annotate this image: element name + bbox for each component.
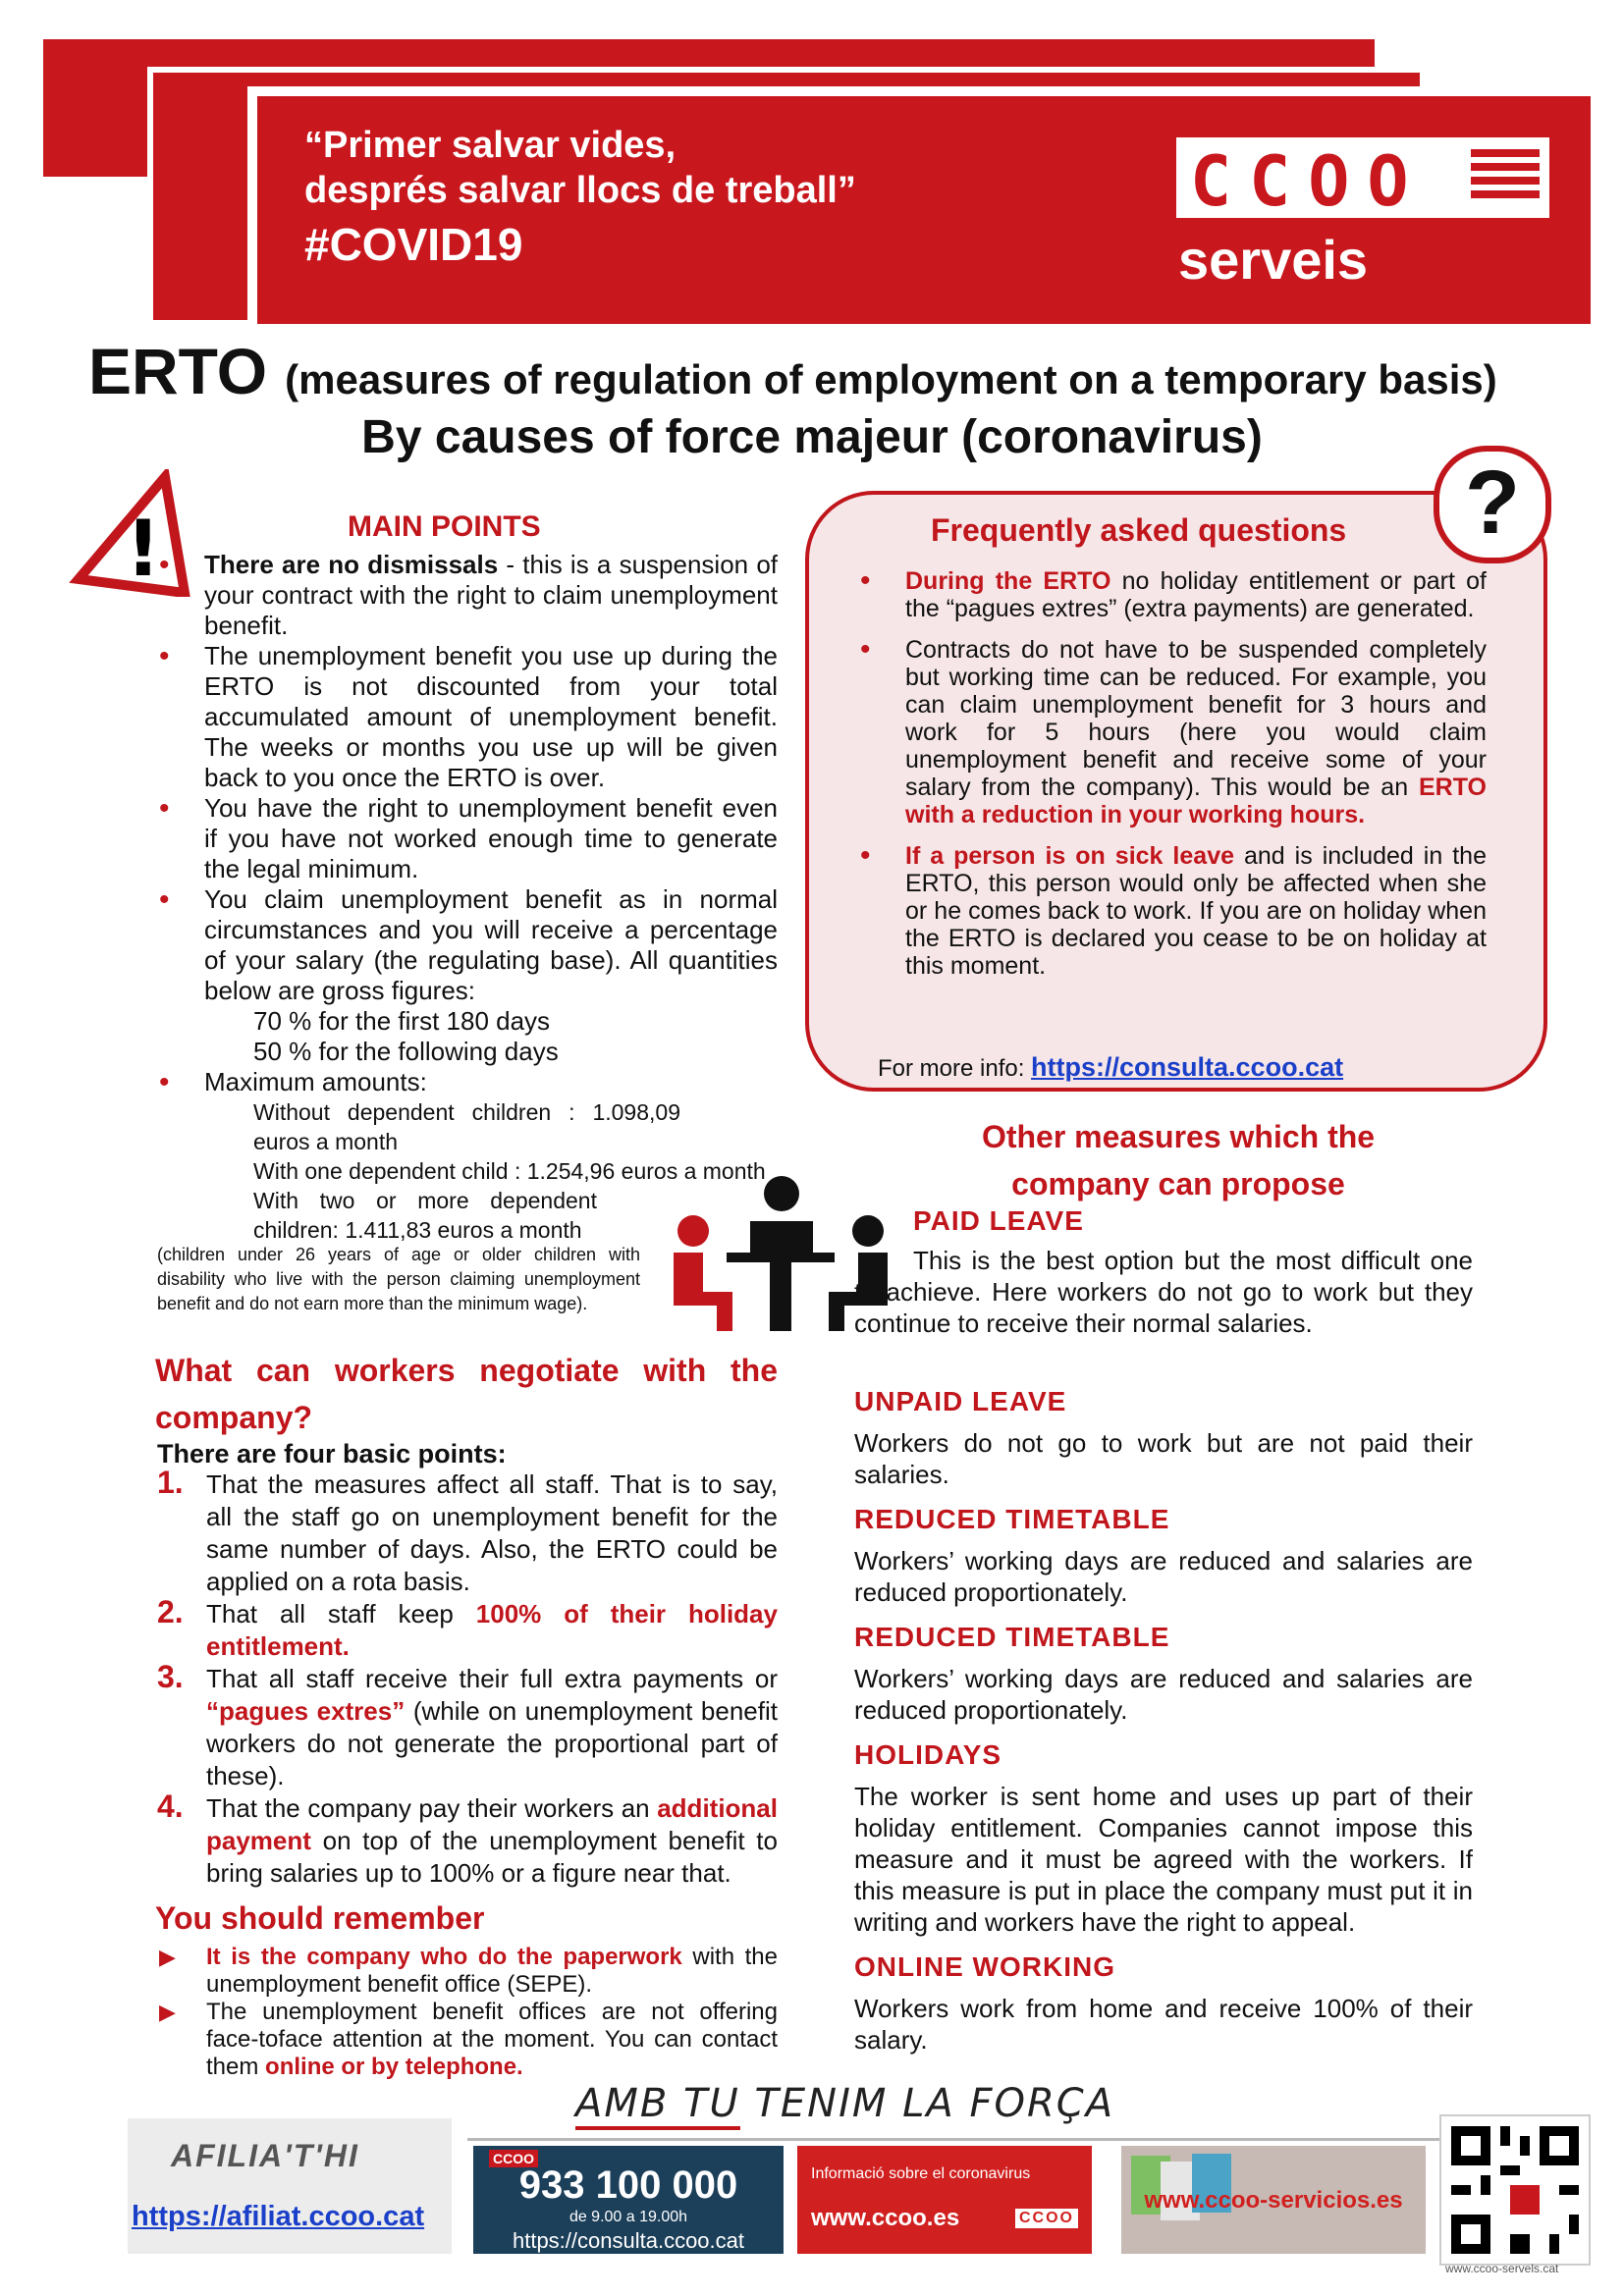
- ccoo-logo-text: CCOO: [1190, 141, 1427, 222]
- faq-more-info: For more info: https://consulta.ccoo.cat: [878, 1052, 1344, 1082]
- afilia-link[interactable]: https://afiliat.ccoo.cat: [132, 2201, 425, 2232]
- list-item: • The unemployment benefit you use up during the ERTO is not discounted from your total accumulated amount of unemployment benefit. The weeks or months you use up will be given back to you once the ERTO is over.: [159, 640, 778, 792]
- list-item: 4. That the company pay their workers an additional payment on top of the unemployment benefit to bring salaries up to 100% or a figure near that.: [157, 1789, 778, 1888]
- list-item: 3. That all staff receive their full extra payments or “pagues extres” (while on unemployment benefit workers do not generate the proportional part of these).: [157, 1659, 778, 1790]
- children-note: (children under 26 years of age or older children with disability who live with the person claiming unemployment benefit and do not earn more than the minimum wage).: [157, 1245, 640, 1313]
- question-mark-icon: ?: [1464, 453, 1521, 553]
- banner-servicios[interactable]: www.ccoo-servicios.es: [1121, 2146, 1426, 2254]
- page-title: ERTO (measures of regulation of employment on a temporary basis): [88, 335, 1497, 407]
- list-item: • Contracts do not have to be suspended completely but working time can be reduced. For example, you can claim unemployment benefit for 3 hours and work for 5 hours (here you would claim unemployment benefit and receive some of your salary from the company). This would be an ERTO with a reduction in your working hours.: [860, 633, 1487, 828]
- remember-heading: You should remember: [155, 1900, 485, 1936]
- online-working-heading: ONLINE WORKING: [854, 1951, 1115, 1982]
- list-item: ▶ The unemployment benefit offices are not offering face-toface attention at the moment. You can contact them online or by telephone.: [159, 1999, 778, 2080]
- paid-leave-text: This is the best option but the most difficult one to achieve. Here workers do not go to work but they continue to receive their normal salaries.: [854, 1246, 1473, 1338]
- negotiate-points: [157, 1465, 778, 1890]
- list-item: • There are no dismissals - this is a suspension of your contract with the right to claim unemployment benefit.: [159, 549, 779, 640]
- qr-code[interactable]: [1439, 2114, 1591, 2266]
- paid-leave-heading: PAID LEAVE: [913, 1205, 1084, 1236]
- list-item: • You have the right to unemployment benefit even if you have not worked enough time to generate the legal minimum.: [159, 792, 778, 883]
- afilia-box: [128, 2118, 452, 2254]
- main-points: • There are no dismissals - this is a suspension of your contract with the right to claim unemployment benefit. • The unemployment benefit you use up during the ERTO is not discounted from your total accumulated amount of unemployment benefit. The weeks or months you use up will be given back to you once the ERTO is over. • You have the right to unemployment benefit even if you have not worked enough time to generate the legal minimum. • You claim unemployment benefit as in normal circumstances and you will receive a percentage of your salary (the regulating base). All quantities below are gross figures: 70 % for the first 180 days 50 % for the following days • Maximum amounts: Without dependent children : 1.098,09 euros a month With one dependent child : 1.254,96 euros a month With two or more dependent children: 1.411,83 euros a month: [159, 549, 779, 1243]
- banner-phone[interactable]: CCOO 933 100 000 de 9.00 a 19.00h https://consulta.ccoo.cat: [473, 2146, 784, 2254]
- logo-serveis: serveis: [1178, 229, 1369, 291]
- list-item: • During the ERTO no holiday entitlement or part of the “pagues extres” (extra payments) are generated.: [860, 564, 1487, 622]
- list-item: ▶ It is the company who do the paperwork with the unemployment benefit office (SEPE).: [159, 1944, 778, 1998]
- main-points-heading: MAIN POINTS: [348, 510, 541, 543]
- list-item: • Maximum amounts:: [159, 1066, 427, 1098]
- header-quote: “Primer salvar vides, després salvar llocs de treball”: [304, 125, 856, 211]
- page-subtitle: By causes of force majeur (coronavirus): [361, 411, 1263, 463]
- afilia-text: AFILIA'T'HI: [171, 2138, 359, 2173]
- other-measures-heading: Other measures which the company can propose: [981, 1119, 1376, 1201]
- holidays-heading: HOLIDAYS: [854, 1739, 1002, 1770]
- qr-code-icon: [1441, 2116, 1589, 2264]
- footer-divider: [467, 2138, 1449, 2141]
- online-working-text: Workers work from home and receive 100% of their salary.: [854, 1994, 1473, 2055]
- remember-list: [157, 1944, 778, 2081]
- unpaid-leave-heading: UNPAID LEAVE: [854, 1386, 1067, 1416]
- list-item: • You claim unemployment benefit as in normal circumstances and you will receive a percentage of your salary (the regulating base). All quantities below are gross figures:: [159, 883, 778, 1005]
- banner-coronavirus[interactable]: Informació sobre el coronavirus www.ccoo.es CCOO: [797, 2146, 1092, 2254]
- reduced-timetable-heading-2: REDUCED TIMETABLE: [854, 1622, 1170, 1652]
- faq-heading: Frequently asked questions: [931, 512, 1347, 548]
- reduced-timetable-heading-1: REDUCED TIMETABLE: [854, 1504, 1170, 1534]
- list-item: 1. That the measures affect all staff. That is to say, all the staff go on unemployment benefit for the same number of days. Also, the ERTO could be applied on a rota basis.: [157, 1465, 778, 1596]
- list-item: • If a person is on sick leave and is included in the ERTO, this person would only be affected when she or he comes back to work. If you are on holiday when the ERTO is declared you cease to be on holiday at this moment.: [860, 839, 1487, 980]
- question-badge: [1434, 446, 1551, 563]
- list-item: 2. That all staff keep 100% of their holiday entitlement.: [157, 1594, 778, 1661]
- faq-list: [858, 564, 1487, 980]
- header-hashtag: #COVID19: [304, 219, 523, 270]
- reduced-timetable-text-1: Workers’ working days are reduced and salaries are reduced proportionately.: [854, 1546, 1473, 1607]
- consulta-link[interactable]: https://consulta.ccoo.cat: [1031, 1052, 1344, 1082]
- reduced-timetable-text-2: Workers’ working days are reduced and salaries are reduced proportionately.: [854, 1664, 1473, 1725]
- unpaid-leave-text: Workers do not go to work but are not paid their salaries.: [854, 1428, 1473, 1489]
- negotiate-heading: What can workers negotiate with the company?: [155, 1353, 778, 1435]
- ccoo-stripes-icon: [1467, 143, 1543, 212]
- negotiate-intro: There are four basic points:: [157, 1439, 507, 1468]
- slogan: AMB TU TENIM LA FORÇA: [575, 2081, 1114, 2126]
- faq-box: [805, 491, 1547, 1092]
- svg-text:!: !: [126, 506, 161, 594]
- qr-caption: www.ccoo-servels.cat: [1445, 2262, 1559, 2275]
- holidays-text: The worker is sent home and uses up part of their holiday entitlement. Companies cannot impose this measure and it must be agreed with the workers. If this measure is put in place the company must put it in writing and workers have the right to appeal.: [854, 1782, 1473, 1937]
- ccoo-logo: [1176, 137, 1549, 222]
